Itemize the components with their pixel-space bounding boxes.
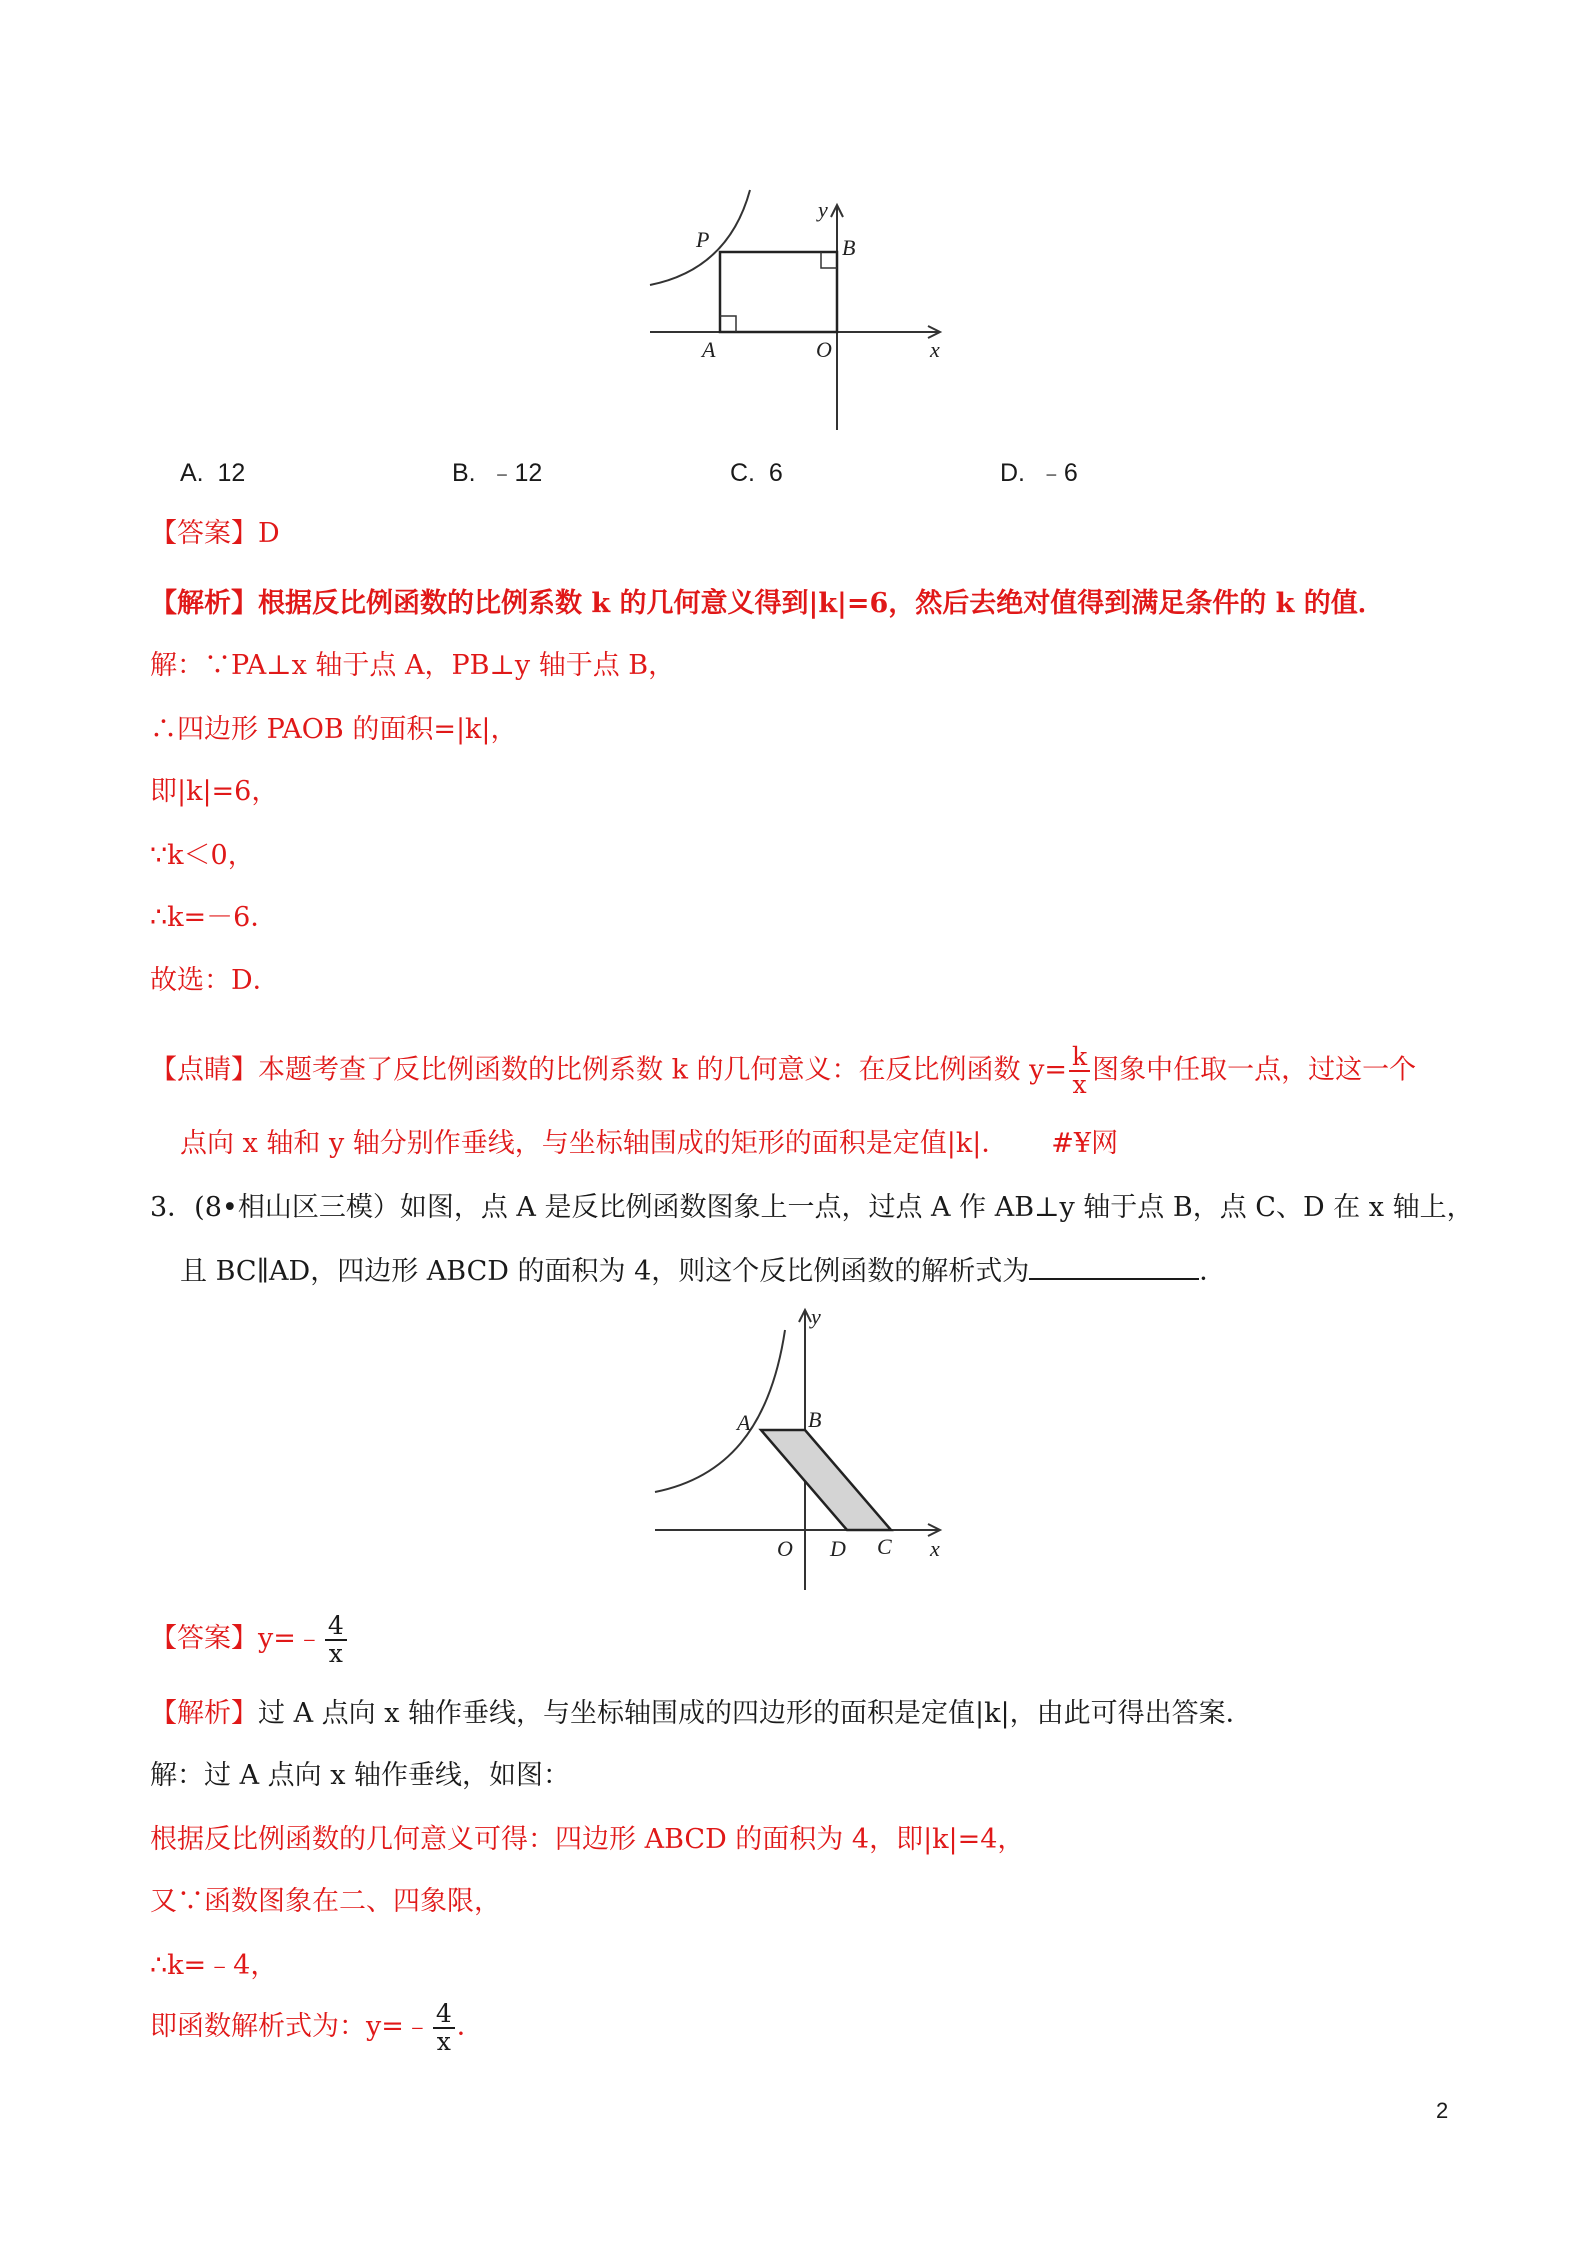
q2-step-5: ∴k=－6．	[150, 902, 278, 933]
watermark: #¥网	[1051, 1128, 1119, 1159]
q3-step-1: 解：过 A 点向 x 轴作垂线，如图：	[150, 1760, 571, 1791]
q2-step-1: 解：∵PA⊥x 轴于点 A，PB⊥y 轴于点 B，	[150, 650, 676, 681]
label-a: A	[702, 337, 716, 362]
q2-answer: 【答案】D	[150, 518, 280, 549]
parallelogram-abcd	[761, 1430, 891, 1530]
q3-step-3: 又∵函数图象在二、四象限，	[150, 1886, 501, 1917]
label-b: B	[842, 235, 856, 260]
label-o2: O	[777, 1536, 793, 1561]
rectangle-paob	[720, 252, 837, 332]
label-x: x	[930, 337, 940, 362]
answer-blank	[1029, 1252, 1199, 1280]
label-y: y	[818, 197, 828, 222]
label-p: P	[696, 227, 710, 252]
q2-step-6: 故选：D．	[150, 965, 280, 996]
q2-step-3: 即|k|=6，	[150, 776, 279, 807]
hyperbola-curve-2	[655, 1330, 785, 1492]
label-b2: B	[808, 1407, 822, 1432]
option-d: D. ﹣6	[1000, 459, 1078, 487]
q3-final: 即函数解析式为：y=﹣ $\frac{4}{x}$ ．	[150, 1998, 484, 2056]
q3-question-line-2: 且 BC∥AD，四边形 ABCD 的面积为 4，则这个反比例函数的解析式为 ．	[180, 1252, 1226, 1290]
label-c2: C	[877, 1534, 892, 1559]
fraction-4-over-x: $\frac{4}{x}$	[325, 1613, 347, 1667]
label-d2: D	[830, 1536, 846, 1561]
option-c: C. 6	[730, 459, 783, 487]
fraction-final-4-over-x: $\frac{4}{x}$	[433, 2001, 455, 2055]
q3-step-4: ∴k=﹣4，	[150, 1950, 278, 1981]
q3-analysis: 【解析】过 A 点向 x 轴作垂线，与坐标轴围成的四边形的面积是定值|k|，由此可得出答案．	[150, 1698, 1253, 1729]
q2-analysis: 【解析】根据反比例函数的比例系数 k 的几何意义得到|k|=6，然后去绝对值得到满足条件的 k 的值．	[150, 588, 1385, 619]
label-a2: A	[737, 1410, 751, 1435]
q2-comment-line-2: 点向 x 轴和 y 轴分别作垂线，与坐标轴围成的矩形的面积是定值|k|． #¥网	[180, 1128, 1119, 1159]
figure-rectangle-pboa	[640, 185, 960, 440]
option-b: B. ﹣12	[452, 459, 543, 487]
fraction-k-over-x: $\frac{k}{x}$	[1069, 1044, 1090, 1098]
q3-step-2: 根据反比例函数的几何意义可得：四边形 ABCD 的面积为 4，即|k|=4，	[150, 1824, 1025, 1855]
label-o: O	[816, 337, 832, 362]
q3-question-line-1: 3．(8•相山区三模）如图，点 A 是反比例函数图象上一点，过点 A 作 AB⊥y 轴于点 B，点 C、D 在 x 轴上，	[150, 1192, 1474, 1223]
option-a: A. 12	[180, 459, 246, 487]
q3-answer: 【答案】y=﹣ $\frac{4}{x}$	[150, 1612, 349, 1667]
q2-step-4: ∵k＜0，	[150, 840, 255, 871]
q2-step-2: ∴四边形 PAOB 的面积=|k|，	[150, 714, 518, 745]
figure-parallelogram-abcd	[645, 1300, 965, 1595]
q2-comment-line-1: 【点睛】本题考查了反比例函数的比例系数 k 的几何意义：在反比例函数 y= $\frac{k}{x}$ 图象中任取一点，过这一个	[150, 1042, 1417, 1099]
label-y2: y	[811, 1304, 821, 1329]
label-x2: x	[930, 1536, 940, 1561]
page-number: 2	[1436, 2098, 1449, 2123]
